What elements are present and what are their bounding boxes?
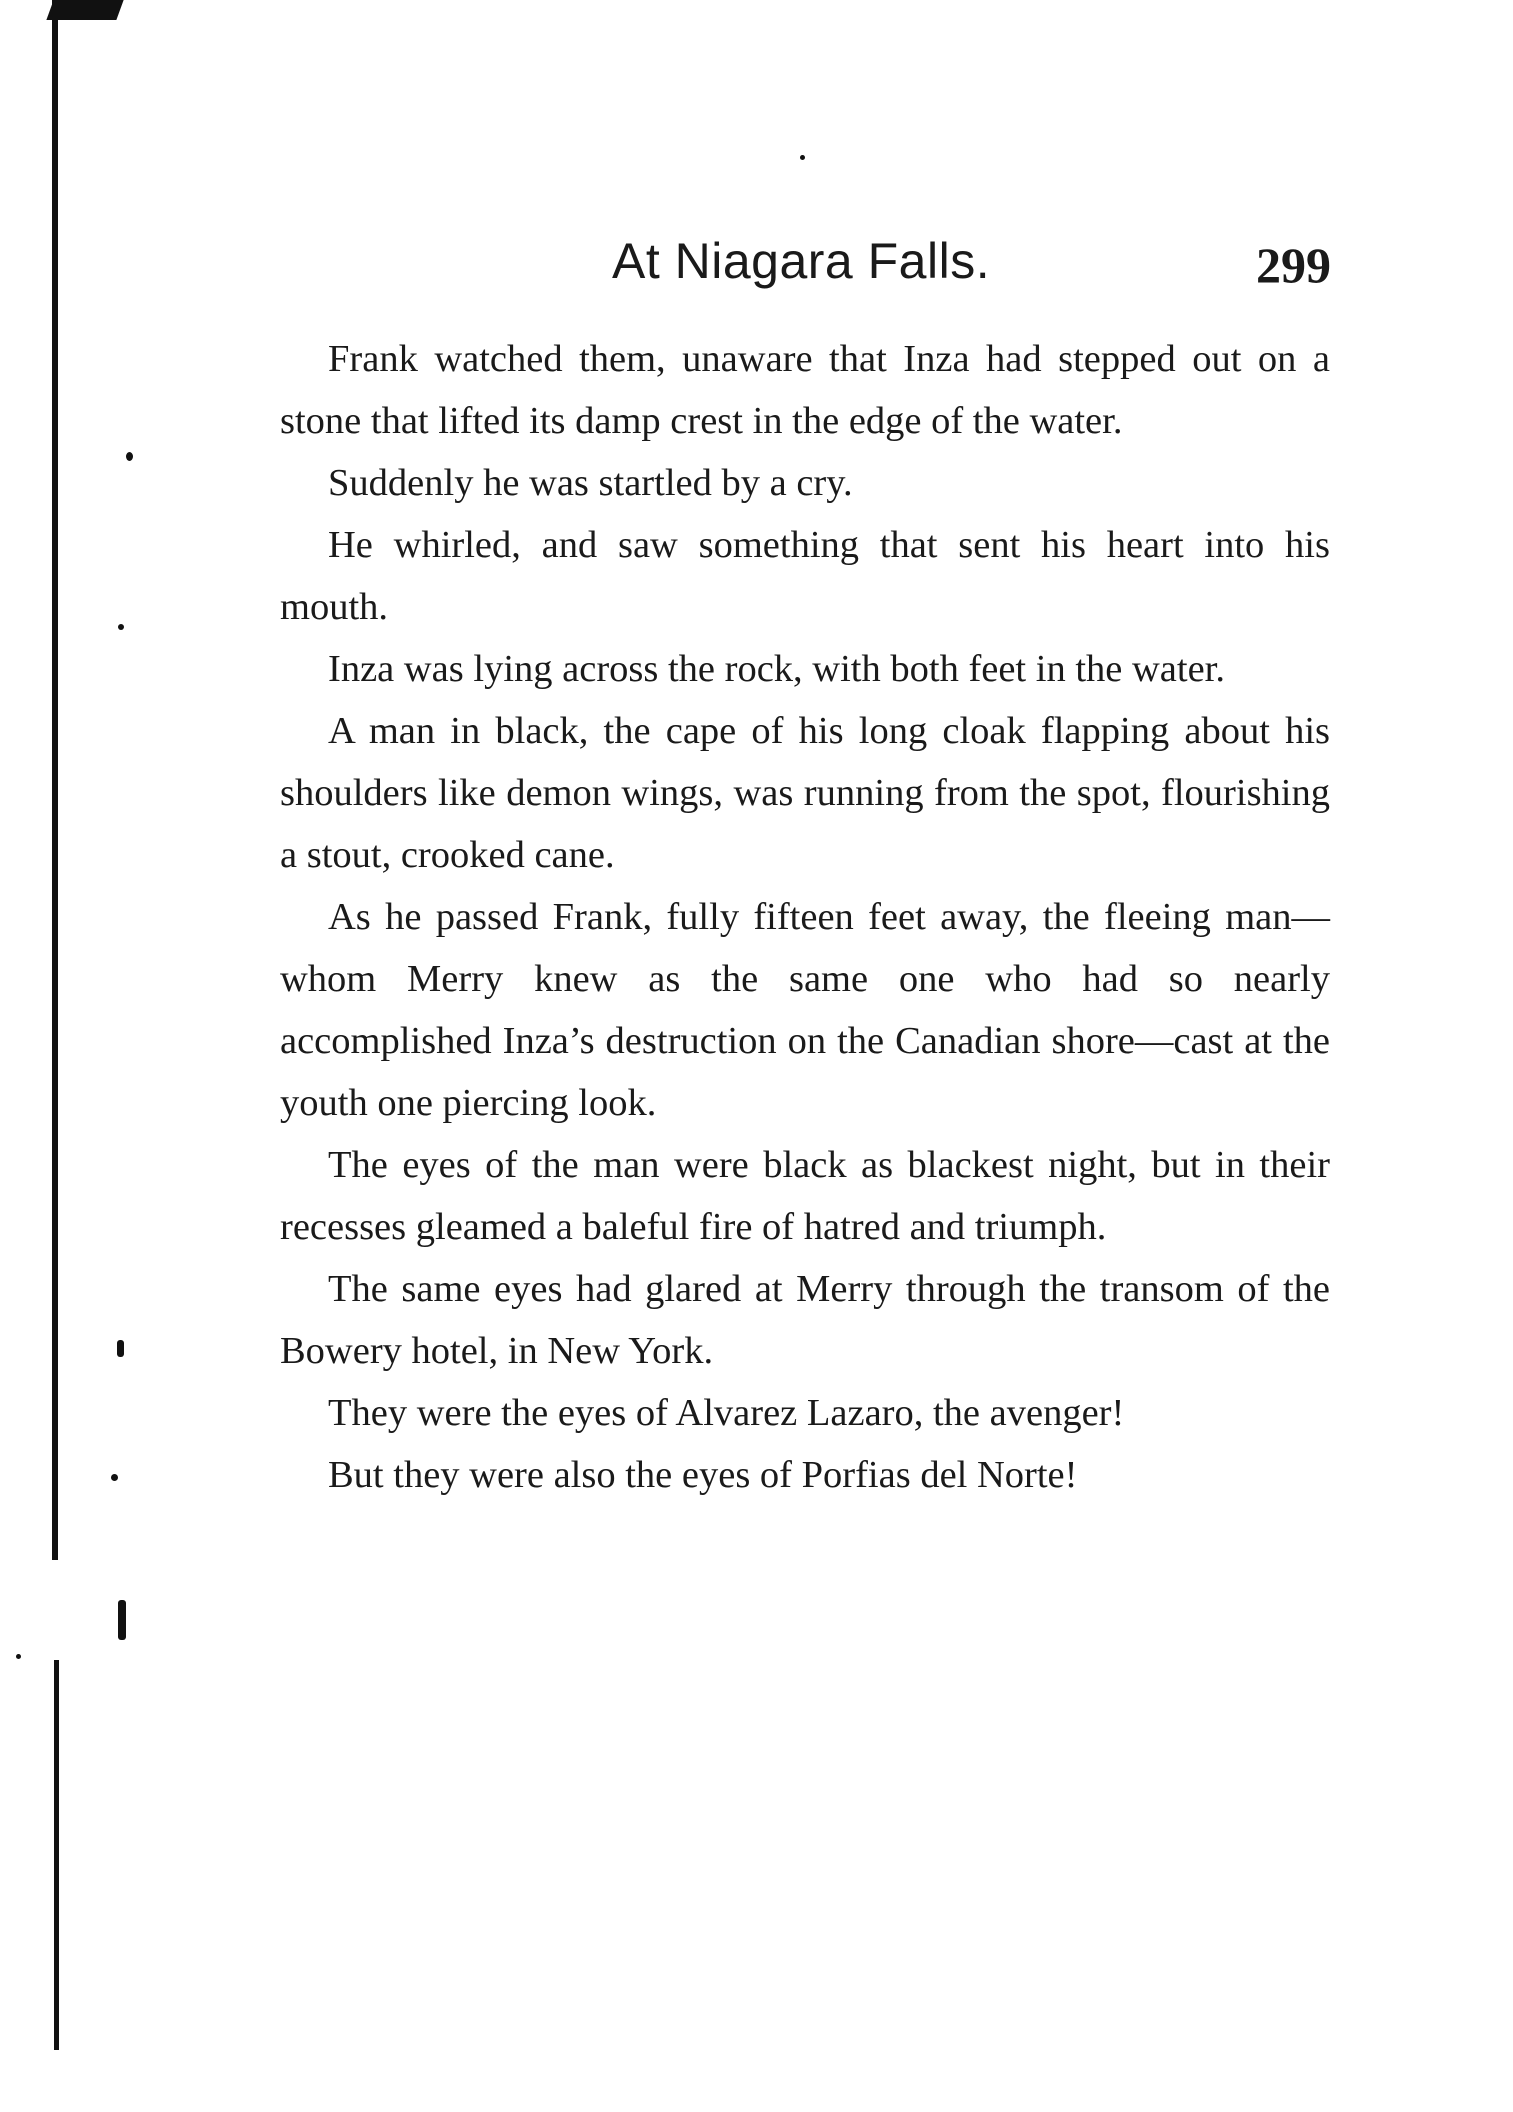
paragraph: But they were also the eyes of Porfias del Norte! — [328, 1454, 1078, 1496]
paragraph: A man in black, the cape of his long cloak flapping about his shoulders like demon wings, was running from the spot, flourishing a stout, crooked cane. — [280, 710, 1330, 876]
body-text — [280, 328, 1330, 1506]
page-header — [0, 232, 1513, 302]
paragraph: The eyes of the man were black as blackest night, but in their recesses gleamed a baleful fire of hatred and triumph. — [280, 1144, 1330, 1248]
paragraph: Suddenly he was startled by a cry. — [328, 462, 853, 504]
binding-edge-lower — [54, 1660, 59, 2050]
running-title: At Niagara Falls. — [612, 233, 991, 289]
ink-speck — [111, 1474, 118, 1481]
paragraph: As he passed Frank, fully fifteen feet away, the fleeing man—whom Merry knew as the same one who had so nearly accomplished Inza’s destruction on the Canadian shore—cast at the youth one piercing look. — [280, 896, 1330, 1124]
paragraph: He whirled, and saw something that sent his heart into his mouth. — [280, 524, 1330, 628]
paragraph: Frank watched them, unaware that Inza had stepped out on a stone that lifted its damp crest in the edge of the water. — [280, 338, 1330, 442]
ink-speck — [118, 624, 124, 630]
ink-speck — [118, 1600, 126, 1640]
paragraph: Inza was lying across the rock, with both feet in the water. — [328, 648, 1225, 690]
paragraph: They were the eyes of Alvarez Lazaro, the avenger! — [328, 1392, 1125, 1434]
ink-speck — [16, 1654, 21, 1659]
page-number: 299 — [1256, 237, 1331, 293]
paragraph: The same eyes had glared at Merry through the transom of the Bowery hotel, in New York. — [280, 1268, 1330, 1372]
ink-speck — [126, 452, 133, 461]
ink-speck — [117, 1340, 124, 1357]
ink-speck — [800, 155, 805, 160]
